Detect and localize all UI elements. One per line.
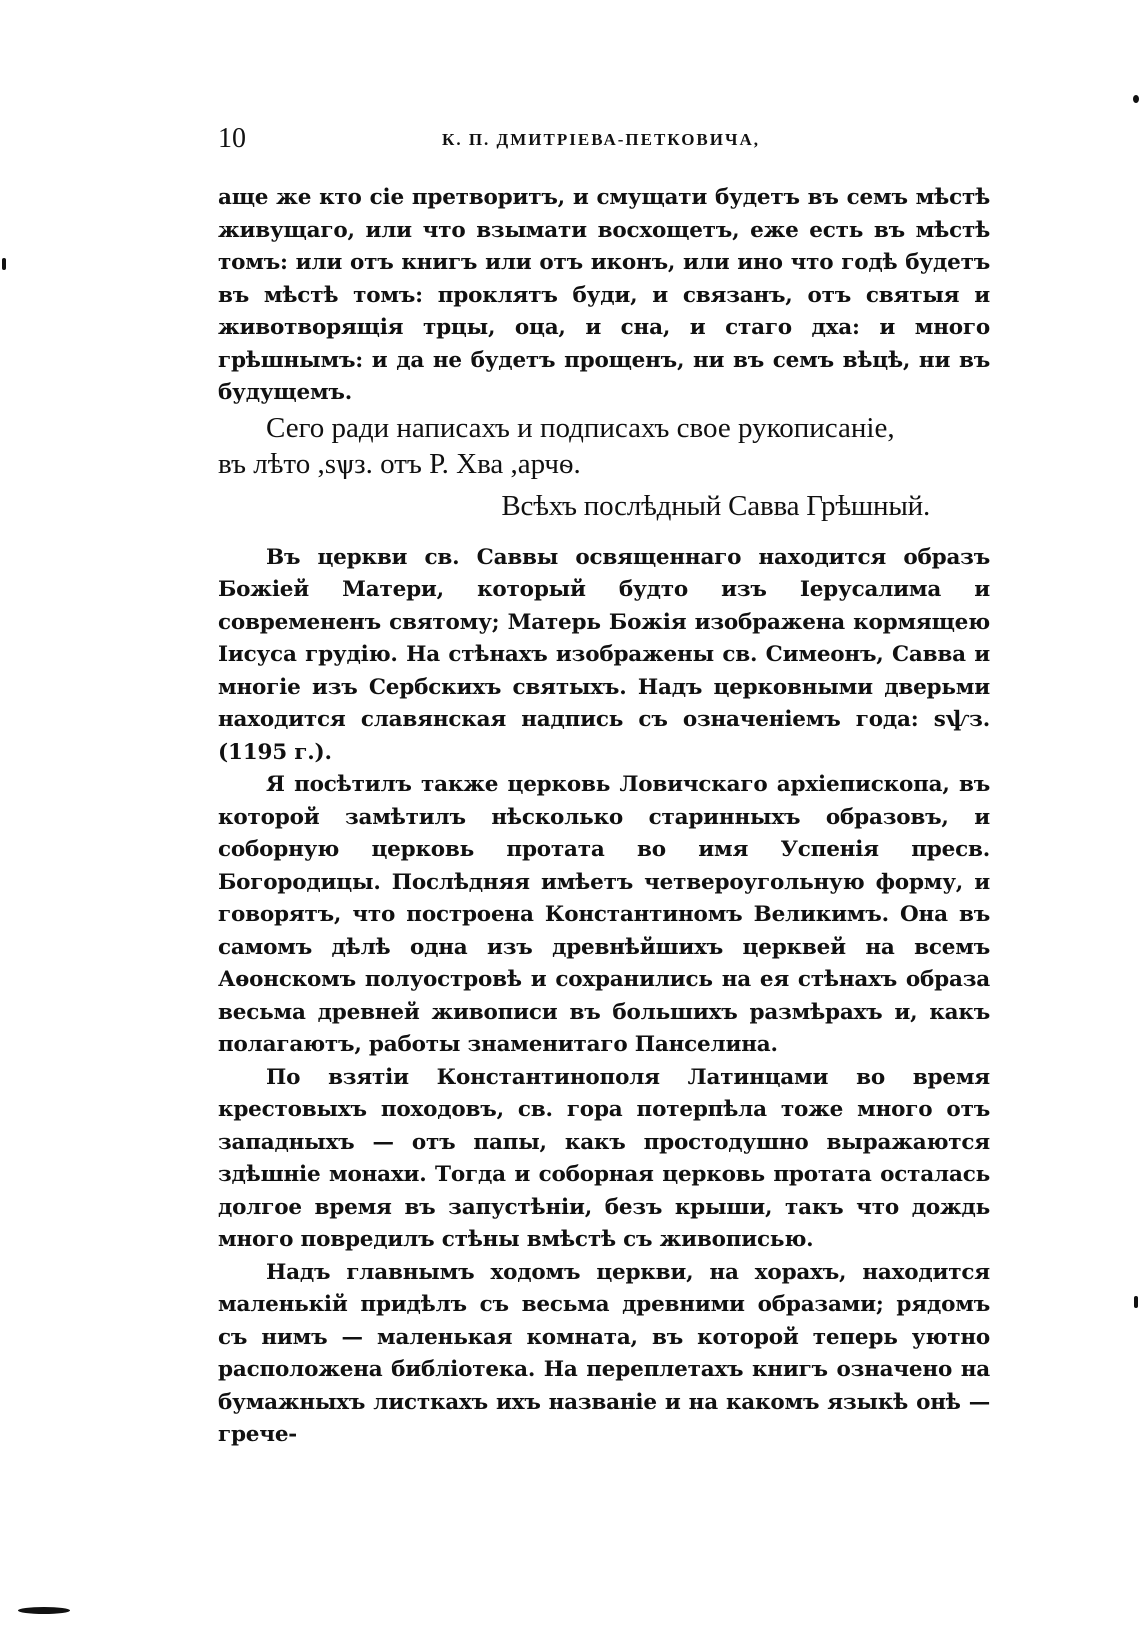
paragraph-protaton-church: Я посѣтилъ также церковь Ловичскаго архіепископа, въ которой замѣтилъ нѣсколько старинныхъ образовъ, и соборную церковь протата во имя Успенія пресв. Богородицы. Послѣдняя имѣетъ четвероугольную форму, и говорятъ, что построена Константиномъ Великимъ. Она въ самомъ дѣлѣ одна изъ древнѣйшихъ церквей на всемъ Аѳонскомъ полуостровѣ и сохранились на ея стѣнахъ образа весьма древней живописи въ большихъ размѣрахъ и, какъ полагаютъ, работы знаменитаго Панселина. — [218, 772, 990, 1057]
paragraph-latin-crusaders: По взятіи Константинополя Латинцами во время крестовыхъ походовъ, св. гора потерпѣла тоже много отъ западныхъ — отъ папы, какъ простодушно выражаются здѣшніе монахи. Тогда и соборная церковь протата осталась долгое время въ запустѣніи, безъ крыши, такъ что дождь много повредилъ стѣны вмѣстѣ съ живописью. — [218, 1064, 990, 1252]
running-head: К. П. ДМИТРІЕВА-ПЕТКОВИЧА, — [442, 130, 760, 149]
paragraph-charter-closing: Сего ради написахъ и подписахъ свое рукописаніе, — [266, 411, 895, 444]
ink-speck — [2, 258, 6, 270]
text-body — [218, 182, 990, 1452]
ink-smudge — [18, 1607, 70, 1614]
paragraph-church-st-sava: Въ церкви св. Саввы освященнаго находится образъ Божіей Матери, который будто изъ Іерусалима и современенъ святому; Матерь Божія изображена кормящею Іисуса грудію. На стѣнахъ изображены св. Симеонъ, Савва и многіе изъ Сербскихъ святыхъ. Надъ церковными дверьми находится славянская надпись съ означеніемъ года: sѱз. (1195 г.). — [218, 544, 990, 765]
signature: Всѣхъ послѣдный Савва Грѣшный. — [501, 489, 930, 522]
page-header — [218, 122, 984, 162]
ink-speck — [1134, 1296, 1138, 1308]
paragraph-charter-date: въ лѣто ,sѱз. отъ Р. Хва ,арчѳ. — [218, 447, 581, 480]
page-number: 10 — [218, 123, 246, 154]
ink-speck — [1133, 95, 1139, 103]
paragraph-library: Надъ главнымъ ходомъ церкви, на хорахъ, находится маленькій придѣлъ съ весьма древними образами; рядомъ съ нимъ — маленькая комната, въ которой теперь уютно расположена библіотека. На переплетахъ книгъ означено на бумажныхъ листкахъ ихъ названіе и на какомъ языкѣ онѣ — грече- — [218, 1259, 990, 1447]
paragraph-charter-curse: аще же кто сіе претворитъ, и смущати будетъ въ семъ мѣстѣ живущаго, или что взымати восхощетъ, еже есть въ мѣстѣ томъ: или отъ книгъ или отъ иконъ, или ино что годѣ будетъ въ мѣстѣ томъ: проклятъ буди, и связанъ, отъ святыя и животворящія трцы, оца, и сна, и стаго дха: и много грѣшнымъ: и да не будетъ прощенъ, ни въ семъ вѣцѣ, ни въ будущемъ. — [218, 185, 990, 405]
